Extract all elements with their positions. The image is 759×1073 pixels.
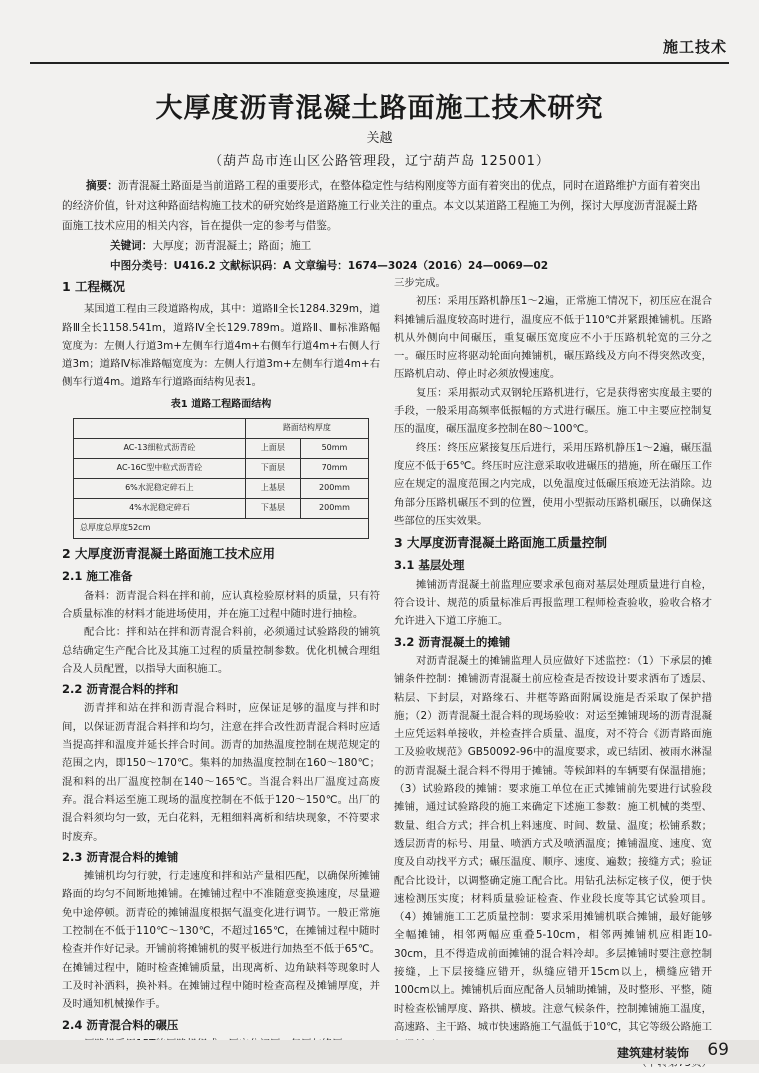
table-cell: AC-16C型中粒式沥青砼 xyxy=(74,459,246,479)
paragraph: 某国道工程由三段道路构成，其中：道路Ⅱ全长1284.329m，道路Ⅲ全长1158.541m，道路Ⅳ全长129.789m。道路Ⅱ、Ⅲ标准路幅宽度为：左侧人行道3m+左侧车行道4m+右侧车行道4m+右侧人行道3m；道路Ⅳ标准路幅宽度为：左侧人行道3m+左侧车行道4m+右侧车行道4m。道路车行道路面结构见表1。 xyxy=(62,303,380,389)
paragraph: 沥青拌和站在拌和沥青混合料时，应保证足够的温度与拌和时间，以保证沥青混合料拌和均匀，注意在拌合改性沥青混合料时应适当提高拌和温度并延长拌合时间。沥青的加热温度控制在规范规定的范围之内，即150～170℃。集料的加热温度控制在160～180℃；混和料的出厂温度控制在140～165℃。当混合料出厂温度过高废弃。混合料运至施工现场的温度控制在不低于120～150℃。出厂的混合料须均匀一致，无白花料，无粗细料离析和结块现象，不符要求时废弃。 xyxy=(62,702,380,843)
table-caption: 表1 道路工程路面结构 xyxy=(170,398,272,410)
table-cell: 上面层 xyxy=(245,439,300,459)
paragraph: 对沥青混凝土的摊铺监理人员应做好下述监控：（1）下承层的摊铺条件控制：摊铺沥青混凝土前应检查是否按设计要求洒布了透层、粘层、下封层，对路缘石、井框等路面附属设施是否采取了保护措施；（2）沥青混凝土混合料的现场验收：对运至摊铺现场的沥青混凝土应凭运料单接收，并检查拌合质量、温度，对不符合《沥青路面施工及验收规范》GB50092-96中的温度要求，或已结团、被雨水淋湿的沥青混凝土混合料不得用于摊铺。等候卸料的车辆要有保温措施；（3）试验路段的摊铺：要求施工单位在正式摊铺前先要进行试验段摊铺，通过试验路段的施工来确定下述施工参数：施工机械的类型、数量、组合方式；拌合机上料速度、时间、数量、温度；松铺系数；透层沥青的标号、用量、喷洒方式及喷洒温度；摊铺温度、速度、宽度及自动找平方式；碾压温度、顺序、速度、遍数；接缝方式；验证配合比设计，以调整确定施工配合比。用钻孔法标定核子仪，便于快速检测压实度；材料质量验证检查、作业段长度等其它试验项目。（4）摊铺施工工艺质量控制：要求采用摊铺机联合摊铺，最好能够全幅摊铺，相邻两幅应重叠5-10cm，相邻两摊铺机应相距10-30cm，且不得造成前面摊铺的混合料冷却。多层摊铺时要注意控制接缝，上下层接缝应错开，纵缝应错开15cm以上，横缝应错开100cm以上。摊铺机后面应配备人员辅助摊铺，及时整形、平整，随时检查松铺厚度、路拱、横坡。注意气候条件，控制摊铺施工温度，高速路、主干路、城市快速路施工气温低于10℃，其它等级公路施工 xyxy=(394,654,712,1033)
paragraph: 三步完成。 xyxy=(394,277,446,289)
table-row xyxy=(74,479,369,499)
subsection-2-1-heading: 2.1 施工准备 xyxy=(62,569,133,584)
author: 关越 xyxy=(366,131,393,146)
paragraph: 终压：终压应紧接复压后进行，采用压路机静压1～2遍，碾压温度应不低于65℃。终压时应注意采取收进碾压的措施，所在碾压工作应在规定的温度范围之内完成，以免温度过低碾压痕迹无法消除。边角部分压路机碾压不到的位置，使用小型振动压路机碾压，以确保这些部位的压实效果。 xyxy=(394,441,712,527)
classification xyxy=(62,256,702,276)
section-3-heading: 3 大厚度沥青混凝土路面施工质量控制 xyxy=(394,535,608,551)
left-column xyxy=(62,274,380,1053)
table-row xyxy=(74,459,369,479)
subsection-2-3-heading: 2.3 沥青混合料的摊铺 xyxy=(62,849,179,864)
table-row xyxy=(74,439,369,459)
table-header-row xyxy=(74,419,369,439)
page-number: 69 xyxy=(707,1040,729,1060)
table-cell: 70mm xyxy=(300,459,368,479)
abstract-text: 沥青混凝土路面是当前道路工程的重要形式，在整体稳定性与结构刚度等方面有着突出的优点，同时在道路维护方面有着突出的经济价值，针对这种路面结构施工技术的研究始终是道路施工行业关注的重点。本文以某道路工程施工为例，探讨大厚度沥青混凝土路面施工技术应用的相关内容，旨在提供一定的参考与借鉴。 xyxy=(62,180,701,232)
keywords-label: 关键词： xyxy=(110,240,153,252)
table-cell: 4%水泥稳定碎石 xyxy=(74,499,246,519)
table-cell: 200mm xyxy=(300,479,368,499)
table-total-row xyxy=(74,519,369,539)
paragraph: 摊铺沥青混凝土前监理应要求承包商对基层处理质量进行自检，符合设计、规范的质量标准后再报监理工程师检查验收，验收合格才允许进入下道工序施工。 xyxy=(394,578,712,628)
table-cell: 下基层 xyxy=(245,499,300,519)
article-title: 大厚度沥青混凝土路面施工技术研究 xyxy=(155,93,604,124)
table-cell: 200mm xyxy=(300,499,368,519)
paragraph: 备料：沥青混合料在拌和前，应认真检验原材料的质量，只有符合质量标准的材料才能进场使用，并在施工过程中随时进行抽检。 xyxy=(62,589,380,620)
table-cell: 6%水泥稳定碎石上 xyxy=(74,479,246,499)
keywords-text: 大厚度；沥青混凝土；路面；施工 xyxy=(152,240,312,252)
subsection-3-1-heading: 3.1 基层处理 xyxy=(394,558,465,573)
subsection-3-2-heading: 3.2 沥青混凝土的摊铺 xyxy=(394,634,511,649)
keywords xyxy=(62,236,702,256)
table-cell: 50mm xyxy=(300,439,368,459)
table-total-cell: 总厚度总厚度52cm xyxy=(74,519,369,539)
paragraph: 复压：采用振动式双钢轮压路机进行，它是获得密实度最主要的手段，一般采用高频率低振幅的方式进行碾压。施工中主要应控制复压的温度，碾压温度多控制在80～100℃。 xyxy=(394,386,712,436)
table-cell: 下面层 xyxy=(245,459,300,479)
right-column xyxy=(394,274,712,1073)
subsection-2-2-heading: 2.2 沥青混合料的拌和 xyxy=(62,682,179,697)
header-rule xyxy=(30,62,729,64)
table-row xyxy=(74,499,369,519)
pavement-structure-table xyxy=(73,418,369,539)
section-2-heading: 2 大厚度沥青混凝土路面施工技术应用 xyxy=(62,546,276,562)
abstract-block xyxy=(62,176,702,276)
section-1-heading: 1 工程概况 xyxy=(62,279,126,294)
paragraph: 摊铺机均匀行驶，行走速度和拌和站产量相匹配，以确保所摊铺路面的均匀不间断地摊铺。在摊铺过程中不准随意变换速度，尽量避免中途停顿。沥青砼的摊铺温度根据气温变化进行调节。一般正常施工控制在不低于110℃～130℃，不超过165℃，在摊铺过程中随时检查并作好记录。开铺前将摊铺机的熨平板进行加热至不低于65℃。在摊铺过程中，随时检查摊铺质量，出现离析、边角缺料等现象时人工及时补洒料，换补料。在摊铺过程中随时检查高程及摊铺厚度，并及时通知机械操作手。 xyxy=(62,870,380,1011)
paragraph: 配合比：拌和站在拌和沥青混合料前，必须通过试验路段的铺筑总结确定生产配合比及其施工过程的质量控制参数。优化机械合理组合及人员配置，以指导大面积施工。 xyxy=(62,626,380,675)
paragraph: 初压：采用压路机静压1～2遍，正常施工情况下，初压应在混合料摊铺后温度较高时进行，温度应不低于110℃并紧跟摊铺机。压路机从外侧向中间碾压，重复碾压宽度应不小于压路机轮宽的三分之一。碾压时应将驱动轮面向摊铺机，碾压路线及方向不得突然改变，压路机启动、停止时必须放慢速度。 xyxy=(394,295,712,381)
affiliation: （葫芦岛市连山区公路管理段，辽宁葫芦岛 125001） xyxy=(209,154,550,169)
table-cell: 上基层 xyxy=(245,479,300,499)
journal-name: 建筑建材装饰 xyxy=(616,1046,689,1060)
section-tag: 施工技术 xyxy=(662,38,727,56)
abstract-label: 摘要： xyxy=(86,180,118,192)
table-header-cell: 路面结构厚度 xyxy=(245,419,368,439)
table-header-blank xyxy=(74,419,246,439)
table-cell: AC-13细粒式沥青砼 xyxy=(74,439,246,459)
subsection-2-4-heading: 2.4 沥青混合料的碾压 xyxy=(62,1017,179,1032)
classification-text: 中图分类号：U416.2 文献标识码：A 文章编号：1674—3024（2016）24—0069—02 xyxy=(110,260,549,272)
abstract xyxy=(62,176,702,236)
